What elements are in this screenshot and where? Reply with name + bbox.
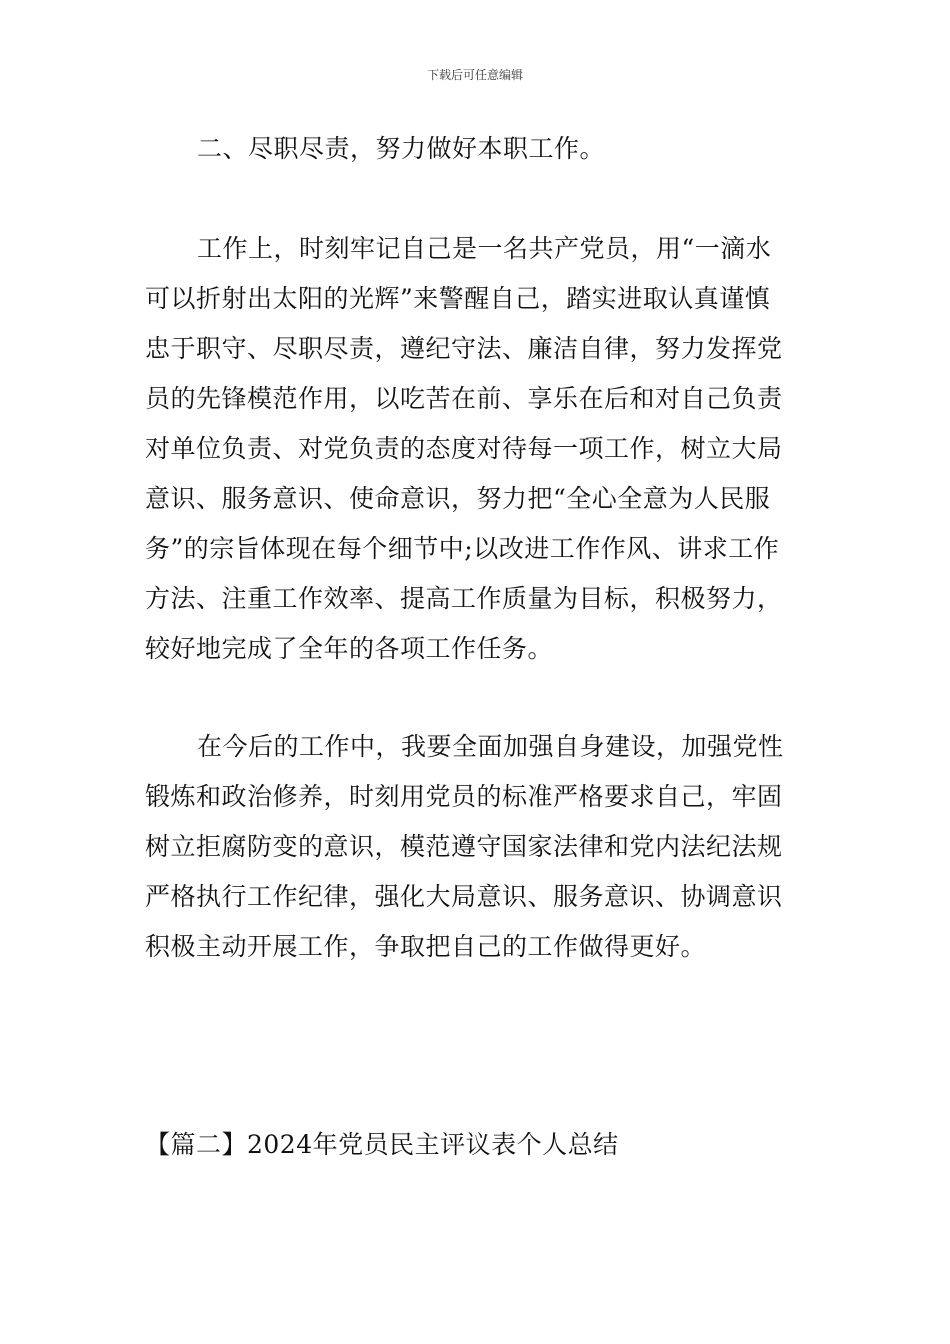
- paragraph-line: 方法、注重工作效率、提高工作质量为目标，积极努力，: [145, 584, 783, 613]
- section-heading: 二、尽职尽责，努力做好本职工作。: [197, 134, 606, 163]
- paragraph-line: 员的先锋模范作用，以吃苦在前、享乐在后和对自己负责: [145, 384, 783, 413]
- paragraph-line: 积极主动开展工作，争取把自己的工作做得更好。: [145, 932, 707, 961]
- paragraph-line: 务”的宗旨体现在每个细节中;以改进工作作风、讲求工作: [145, 534, 780, 563]
- paragraph-line: 工作上，时刻牢记自己是一名共产党员，用“一滴水: [197, 234, 772, 263]
- paragraph-line: 严格执行工作纪律，强化大局意识、服务意识、协调意识: [145, 882, 783, 911]
- paragraph-line: 锻炼和政治修养，时刻用党员的标准严格要求自己，牢固: [145, 782, 783, 811]
- paragraph-line: 较好地完成了全年的各项工作任务。: [145, 634, 554, 663]
- download-note: 下载后可任意编辑: [426, 68, 523, 82]
- paragraph-line: 在今后的工作中，我要全面加强自身建设，加强党性: [197, 732, 784, 761]
- paragraph-line: 可以折射出太阳的光辉”来警醒自己，踏实进取认真谨慎: [145, 284, 771, 313]
- paragraph-line: 意识、服务意识、使命意识，努力把“全心全意为人民服: [145, 484, 771, 513]
- paragraph-line: 忠于职守、尽职尽责，遵纪守法、廉洁自律，努力发挥党: [145, 334, 783, 363]
- paragraph-line: 对单位负责、对党负责的态度对待每一项工作，树立大局: [145, 434, 783, 463]
- paragraph-line: 树立拒腐防变的意识，模范遵守国家法律和党内法纪法规: [145, 832, 783, 861]
- next-section-title: 【篇二】2024年党员民主评议表个人总结: [145, 1130, 619, 1159]
